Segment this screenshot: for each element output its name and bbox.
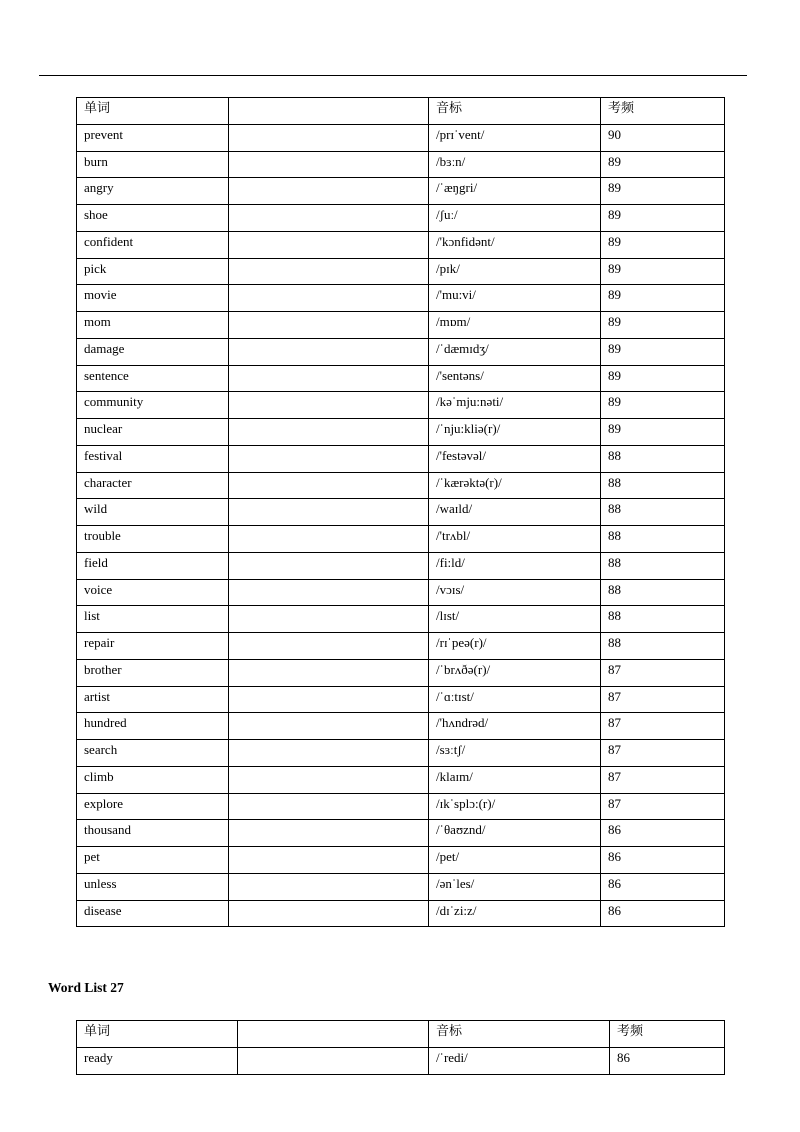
blank-cell <box>229 258 429 285</box>
blank-cell <box>229 392 429 419</box>
phonetic-cell: /'trʌbl/ <box>429 526 601 553</box>
frequency-cell: 88 <box>601 579 725 606</box>
phonetic-cell: /pɪk/ <box>429 258 601 285</box>
table-row <box>77 445 725 472</box>
frequency-cell: 86 <box>601 873 725 900</box>
table-row <box>77 713 725 740</box>
table-row <box>77 205 725 232</box>
frequency-cell: 90 <box>601 124 725 151</box>
header-frequency: 考频 <box>601 98 725 125</box>
table-row <box>77 793 725 820</box>
vocab-table-2-body <box>77 1021 725 1075</box>
phonetic-cell: /fi:ld/ <box>429 552 601 579</box>
table-row <box>77 686 725 713</box>
blank-cell <box>229 526 429 553</box>
word-cell: confident <box>77 231 229 258</box>
table-row <box>77 526 725 553</box>
blank-cell <box>229 766 429 793</box>
table-row <box>77 633 725 660</box>
word-cell: pet <box>77 847 229 874</box>
frequency-cell: 87 <box>601 713 725 740</box>
table-header-row <box>77 98 725 125</box>
table-row <box>77 499 725 526</box>
phonetic-cell: /klaɪm/ <box>429 766 601 793</box>
table-row <box>77 766 725 793</box>
word-cell: explore <box>77 793 229 820</box>
word-cell: movie <box>77 285 229 312</box>
table-row <box>77 151 725 178</box>
blank-cell <box>229 499 429 526</box>
phonetic-cell: /ˈθaʊznd/ <box>429 820 601 847</box>
frequency-cell: 87 <box>601 740 725 767</box>
phonetic-cell: /'hʌndrəd/ <box>429 713 601 740</box>
word-cell: voice <box>77 579 229 606</box>
frequency-cell: 89 <box>601 151 725 178</box>
phonetic-cell: /'sentəns/ <box>429 365 601 392</box>
blank-cell <box>229 793 429 820</box>
blank-cell <box>229 847 429 874</box>
word-cell: climb <box>77 766 229 793</box>
word-cell: sentence <box>77 365 229 392</box>
blank-cell <box>229 231 429 258</box>
table-row <box>77 392 725 419</box>
header-word: 单词 <box>77 1021 238 1048</box>
blank-cell <box>229 873 429 900</box>
word-cell: list <box>77 606 229 633</box>
phonetic-cell: /ˈɑːtɪst/ <box>429 686 601 713</box>
blank-cell <box>229 151 429 178</box>
blank-cell <box>229 285 429 312</box>
frequency-cell: 86 <box>601 900 725 927</box>
blank-cell <box>229 900 429 927</box>
frequency-cell: 89 <box>601 338 725 365</box>
frequency-cell: 88 <box>601 499 725 526</box>
header-blank <box>229 98 429 125</box>
frequency-cell: 89 <box>601 178 725 205</box>
blank-cell <box>229 312 429 339</box>
word-cell: repair <box>77 633 229 660</box>
frequency-cell: 88 <box>601 633 725 660</box>
table-row <box>77 740 725 767</box>
table-row <box>77 873 725 900</box>
word-cell: mom <box>77 312 229 339</box>
word-cell: burn <box>77 151 229 178</box>
table-row <box>77 124 725 151</box>
word-list-title: Word List 27 <box>48 980 124 995</box>
word-cell: hundred <box>77 713 229 740</box>
phonetic-cell: /bɜːn/ <box>429 151 601 178</box>
frequency-cell: 89 <box>601 258 725 285</box>
phonetic-cell: /prɪˈvent/ <box>429 124 601 151</box>
frequency-cell: 87 <box>601 686 725 713</box>
table-row <box>77 552 725 579</box>
phonetic-cell: /ˈkærəktə(r)/ <box>429 472 601 499</box>
word-cell: thousand <box>77 820 229 847</box>
word-cell: search <box>77 740 229 767</box>
frequency-cell: 86 <box>610 1047 725 1074</box>
frequency-cell: 89 <box>601 231 725 258</box>
frequency-cell: 88 <box>601 472 725 499</box>
phonetic-cell: /vɔɪs/ <box>429 579 601 606</box>
table-row <box>77 285 725 312</box>
phonetic-cell: /lɪst/ <box>429 606 601 633</box>
blank-cell <box>229 686 429 713</box>
header-phonetic: 音标 <box>429 1021 610 1048</box>
word-cell: pick <box>77 258 229 285</box>
phonetic-cell: /rɪˈpeə(r)/ <box>429 633 601 660</box>
frequency-cell: 87 <box>601 659 725 686</box>
phonetic-cell: /ʃuː/ <box>429 205 601 232</box>
phonetic-cell: /ˈredi/ <box>429 1047 610 1074</box>
word-cell: festival <box>77 445 229 472</box>
phonetic-cell: /ˈdæmɪdʒ/ <box>429 338 601 365</box>
word-cell: character <box>77 472 229 499</box>
phonetic-cell: /ˈæŋgri/ <box>429 178 601 205</box>
word-cell: damage <box>77 338 229 365</box>
table-row <box>77 178 725 205</box>
blank-cell <box>229 820 429 847</box>
frequency-cell: 88 <box>601 526 725 553</box>
header-blank <box>238 1021 429 1048</box>
phonetic-cell: /kəˈmju:nəti/ <box>429 392 601 419</box>
frequency-cell: 89 <box>601 392 725 419</box>
blank-cell <box>229 633 429 660</box>
blank-cell <box>238 1047 429 1074</box>
phonetic-cell: /ˈnju:kliə(r)/ <box>429 419 601 446</box>
phonetic-cell: /'mu:vi/ <box>429 285 601 312</box>
frequency-cell: 89 <box>601 205 725 232</box>
table-row <box>77 338 725 365</box>
frequency-cell: 89 <box>601 285 725 312</box>
word-cell: unless <box>77 873 229 900</box>
table-row <box>77 847 725 874</box>
word-cell: shoe <box>77 205 229 232</box>
frequency-cell: 88 <box>601 445 725 472</box>
table-row <box>77 472 725 499</box>
word-cell: angry <box>77 178 229 205</box>
word-cell: field <box>77 552 229 579</box>
blank-cell <box>229 445 429 472</box>
frequency-cell: 87 <box>601 793 725 820</box>
word-cell: trouble <box>77 526 229 553</box>
table-row <box>77 365 725 392</box>
frequency-cell: 86 <box>601 847 725 874</box>
table-row <box>77 419 725 446</box>
blank-cell <box>229 606 429 633</box>
frequency-cell: 86 <box>601 820 725 847</box>
header-phonetic: 音标 <box>429 98 601 125</box>
vocab-table-1 <box>76 97 725 927</box>
word-cell: brother <box>77 659 229 686</box>
phonetic-cell: /ˈbrʌðə(r)/ <box>429 659 601 686</box>
frequency-cell: 89 <box>601 365 725 392</box>
blank-cell <box>229 419 429 446</box>
blank-cell <box>229 178 429 205</box>
blank-cell <box>229 659 429 686</box>
blank-cell <box>229 713 429 740</box>
phonetic-cell: /sɜːtʃ/ <box>429 740 601 767</box>
phonetic-cell: /dɪˈzi:z/ <box>429 900 601 927</box>
word-cell: ready <box>77 1047 238 1074</box>
table-row <box>77 258 725 285</box>
table-row <box>77 231 725 258</box>
page-header-rule <box>39 75 747 76</box>
table-row <box>77 900 725 927</box>
phonetic-cell: /waɪld/ <box>429 499 601 526</box>
table-row <box>77 579 725 606</box>
frequency-cell: 87 <box>601 766 725 793</box>
table-row <box>77 1047 725 1074</box>
blank-cell <box>229 205 429 232</box>
blank-cell <box>229 365 429 392</box>
header-word: 单词 <box>77 98 229 125</box>
blank-cell <box>229 472 429 499</box>
table-row <box>77 606 725 633</box>
table-row <box>77 659 725 686</box>
table-header-row <box>77 1021 725 1048</box>
blank-cell <box>229 552 429 579</box>
blank-cell <box>229 740 429 767</box>
word-cell: artist <box>77 686 229 713</box>
phonetic-cell: /ənˈles/ <box>429 873 601 900</box>
frequency-cell: 88 <box>601 552 725 579</box>
word-cell: community <box>77 392 229 419</box>
word-cell: disease <box>77 900 229 927</box>
phonetic-cell: /mɒm/ <box>429 312 601 339</box>
blank-cell <box>229 579 429 606</box>
phonetic-cell: /'kɔnfidənt/ <box>429 231 601 258</box>
frequency-cell: 89 <box>601 312 725 339</box>
word-cell: prevent <box>77 124 229 151</box>
header-frequency: 考频 <box>610 1021 725 1048</box>
word-cell: wild <box>77 499 229 526</box>
phonetic-cell: /ɪkˈsplɔ:(r)/ <box>429 793 601 820</box>
frequency-cell: 89 <box>601 419 725 446</box>
table-row <box>77 312 725 339</box>
phonetic-cell: /'festəvəl/ <box>429 445 601 472</box>
blank-cell <box>229 124 429 151</box>
word-cell: nuclear <box>77 419 229 446</box>
vocab-table-1-body <box>77 98 725 927</box>
blank-cell <box>229 338 429 365</box>
frequency-cell: 88 <box>601 606 725 633</box>
vocab-table-2 <box>76 1020 725 1075</box>
phonetic-cell: /pet/ <box>429 847 601 874</box>
table-row <box>77 820 725 847</box>
